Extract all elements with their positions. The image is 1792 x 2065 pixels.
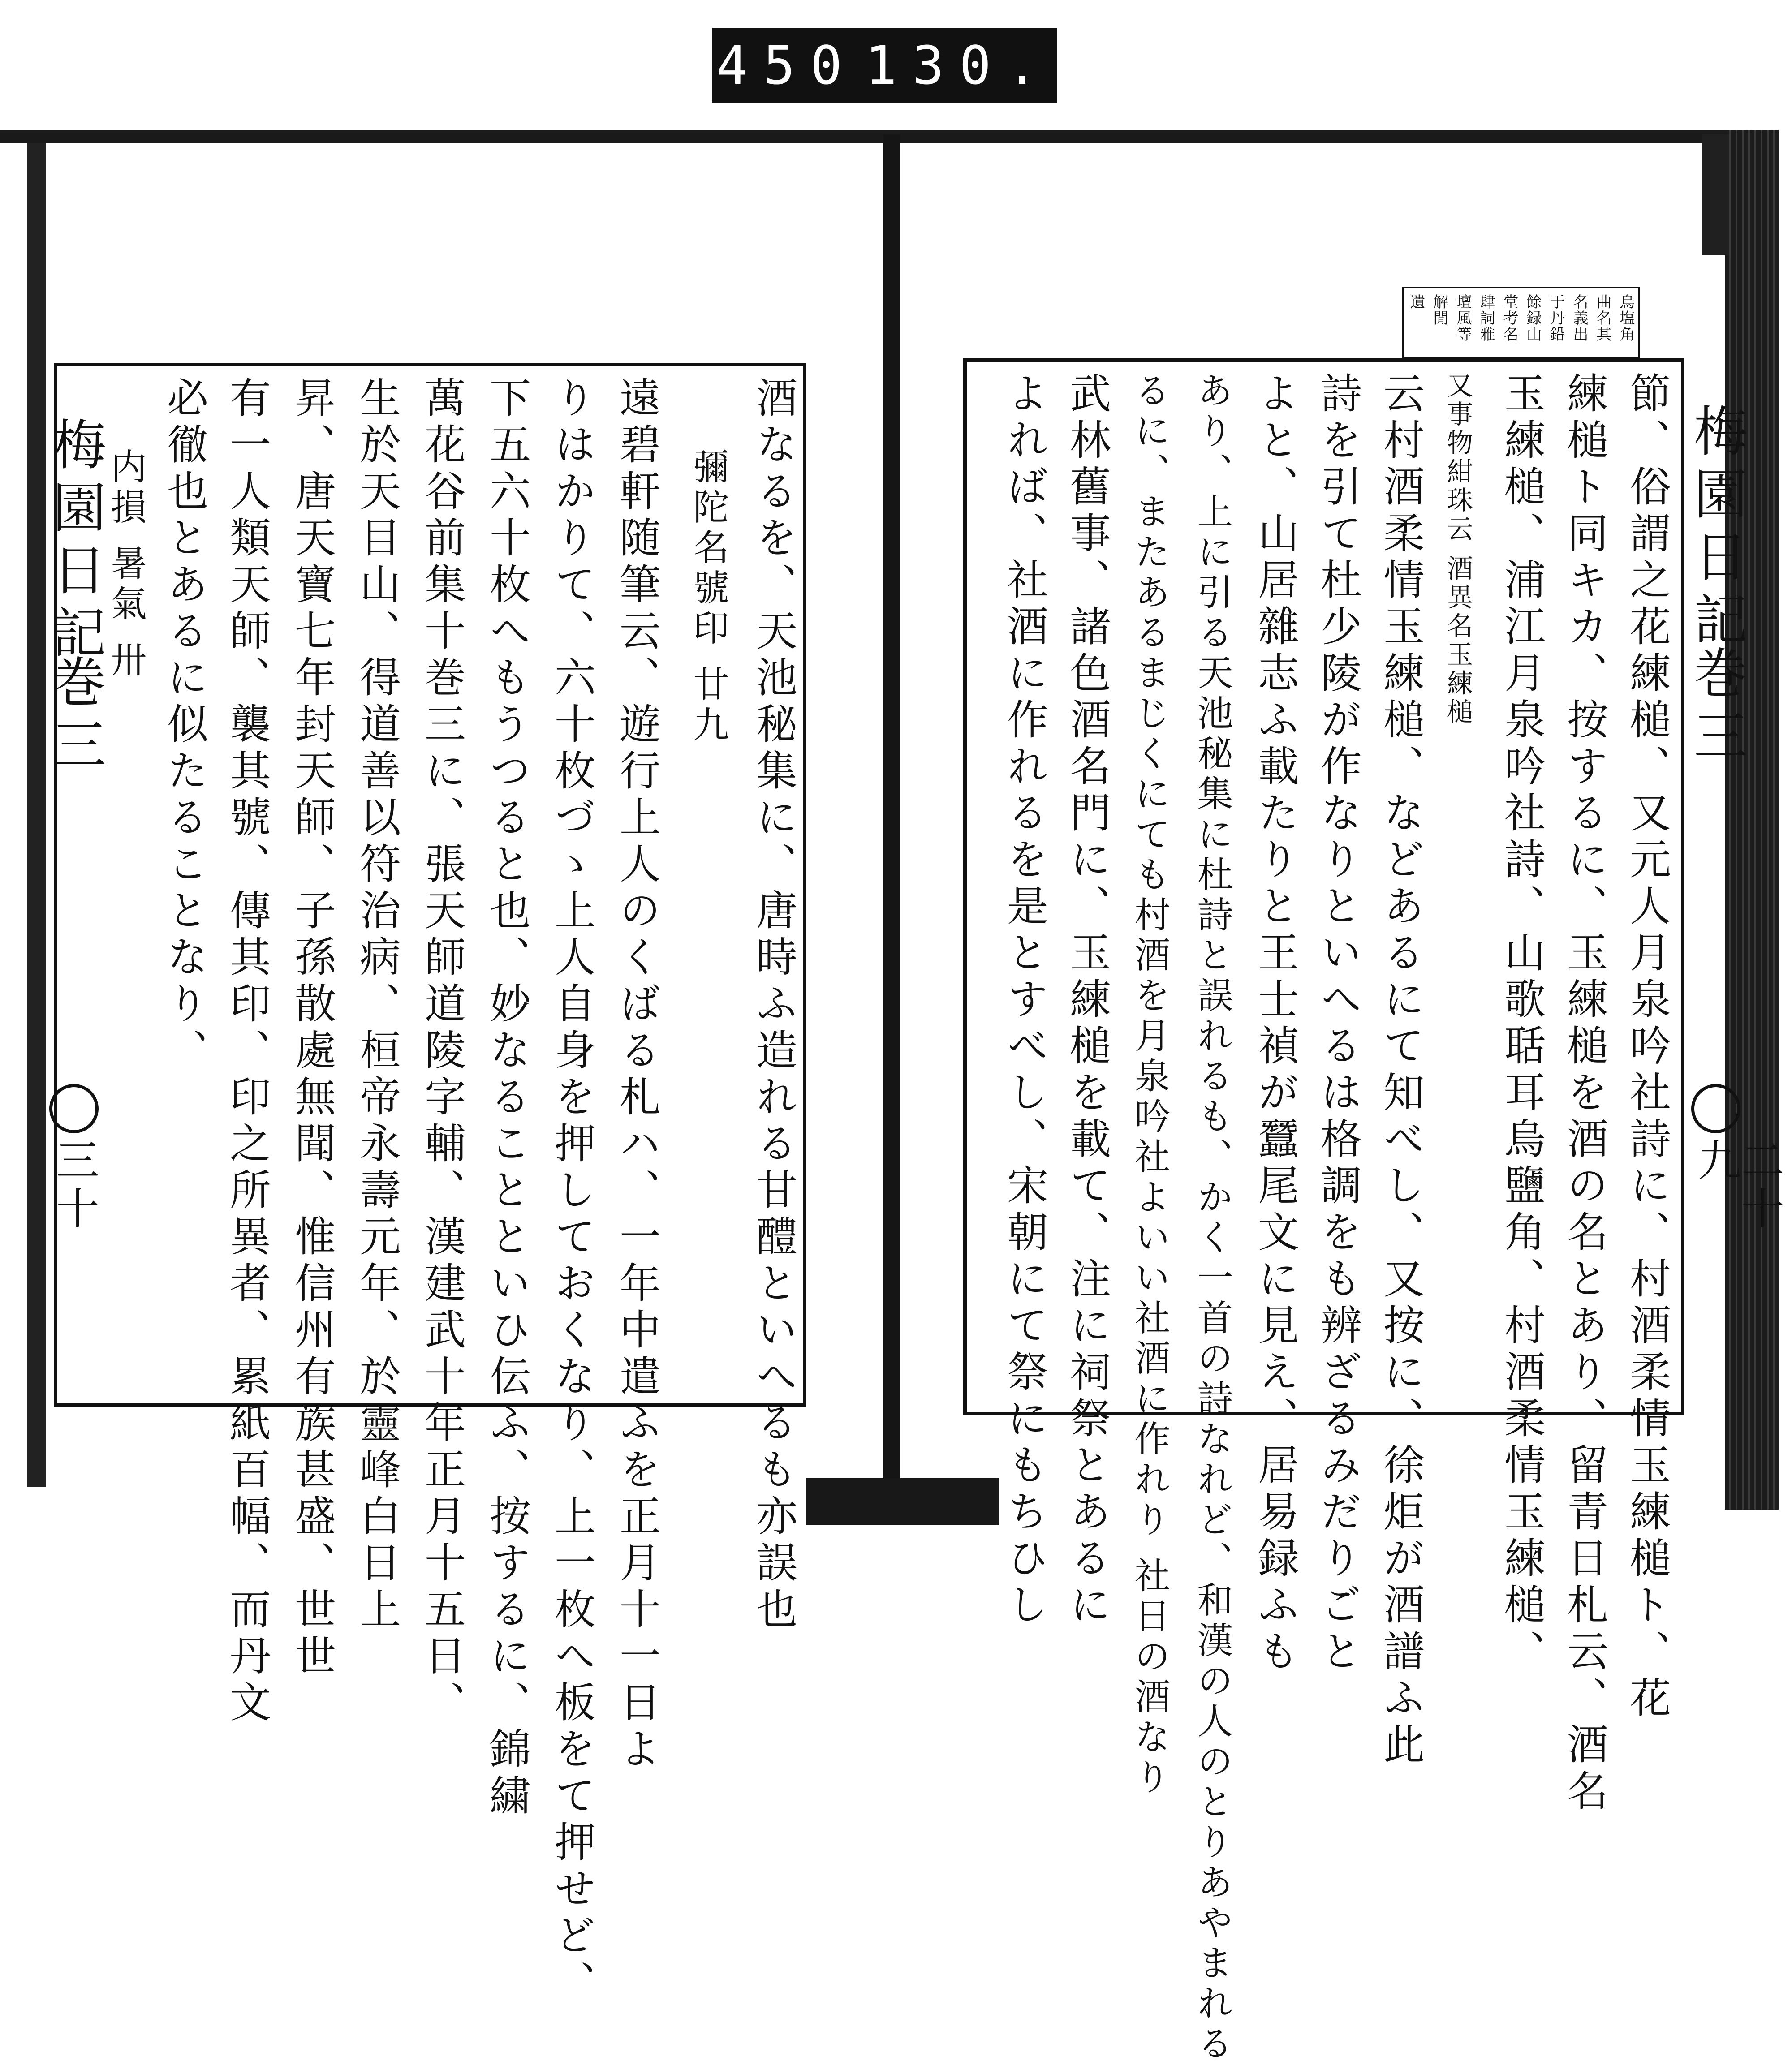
right-column-7: よと、山居雜志ふ載たりと王士禎が蠶尾文に見え、居易録ふも [1251, 372, 1299, 1676]
book-gutter [883, 134, 900, 1505]
right-folio: 二十九 [1691, 1138, 1784, 1235]
left-column-11: 内損 暑氣 卅 [105, 448, 146, 681]
right-running-head: 梅園日記 [1685, 403, 1747, 654]
note-line-9: 解閒 [1430, 294, 1448, 326]
note-line-5: 餘録山 [1524, 294, 1542, 342]
note-line-1: 烏塩角 [1617, 294, 1635, 342]
film-frame-label [712, 28, 1057, 103]
note-line-10: 遺 [1407, 294, 1425, 310]
book-fore-edge [1725, 130, 1779, 1510]
left-column-6: 萬花谷前集十巻三に、張天師道陵字輔、漢建武十年正月十五日、 [418, 376, 466, 1727]
book-bottom-edge [806, 1478, 999, 1525]
marginal-note-box [1402, 287, 1640, 358]
left-binding-edge [27, 143, 41, 1487]
left-column-10: 必徹也とあるに似たることなり、 [160, 376, 208, 1075]
right-column-9: るに、またあるまじくにても村酒を月泉吟社よいい社酒に作れり 社日の酒なり [1129, 372, 1170, 1799]
frame-number-right: 130. [865, 34, 1054, 96]
note-line-2: 曲名其 [1594, 294, 1611, 342]
left-volume-label: 巻三 [43, 654, 106, 779]
left-column-3: 遠碧軒随筆云、遊行上人のくばる札ハ、一年中遣ふを正月十一日よ [613, 376, 661, 1774]
right-column-1: 節、俗謂之花練槌、又元人月泉吟社詩に、村酒柔情玉練槌ト、花 [1623, 372, 1671, 1723]
right-column-5: 云村酒柔情玉練槌、などあるにて知べし、又按に、徐炬が酒譜ふ此 [1377, 372, 1425, 1769]
left-column-4: りはかりて、六十枚づゝ上人自身を押しておくなり、上一枚へ板をて押せど、 [548, 376, 596, 2007]
frame-number-left: 450 [716, 34, 857, 96]
right-folio-ring [1691, 1084, 1740, 1133]
left-column-9: 有一人類天師、襲其號、傳其印、印之所異者、累紙百幅、而丹文 [223, 376, 271, 1727]
left-column-5: 下五六十枚へもうつると也、妙なることといひ伝ふ、按するに、錦繍 [483, 376, 531, 1820]
left-column-1: 酒なるを、天池秘集に、唐時ふ造れる甘醴といへるも亦誤也 [750, 376, 797, 1634]
note-line-7: 肆詞雅 [1477, 294, 1495, 342]
note-line-4: 于丹鉛 [1547, 294, 1565, 342]
note-line-8: 壇風等 [1454, 294, 1472, 342]
left-column-7: 生於天目山、得道善以符治病、桓帝永壽元年、於靈峰白日上 [353, 376, 401, 1634]
left-running-head: 梅園日記 [43, 417, 106, 667]
right-column-8: あり、上に引る天池秘集に杜詩と誤れるも、かく一首の詩なれど、和漢の人のとりあやまれる [1191, 372, 1233, 2065]
right-volume-label: 巻三 [1685, 645, 1747, 770]
page-tab [1702, 134, 1729, 255]
left-folio-ring [49, 1084, 99, 1133]
right-column-3: 玉練槌、浦江月泉吟社詩、山歌聒耳烏鹽角、村酒柔情玉練槌、 [1498, 372, 1546, 1676]
left-column-2: 彌陀名號印 廿九 [687, 448, 729, 746]
left-folio: 三十 [49, 1138, 99, 1235]
left-column-8: 昇、唐天寶七年封天師、子孫散處無聞、惟信州有族甚盛、世世 [288, 376, 336, 1681]
note-line-6: 堂考名 [1500, 294, 1518, 342]
note-line-3: 名義出 [1570, 294, 1588, 342]
right-column-6: 詩を引て杜少陵が作なりといへるは格調をも辨ざるみだりごと [1314, 372, 1362, 1676]
right-column-10: 武林舊事、諸色酒名門に、玉練槌を載て、注に祠祭とあるに [1063, 372, 1111, 1630]
right-column-4: 又事物紺珠云 酒異名玉練槌 [1443, 372, 1473, 727]
right-column-2: 練槌ト同キカ、按するに、玉練槌を酒の名とあり、留青日札云、酒名 [1560, 372, 1608, 1816]
right-column-11: よれば、社酒に作れるを是とすべし、宋朝にて祭にもちひし [1000, 372, 1048, 1630]
